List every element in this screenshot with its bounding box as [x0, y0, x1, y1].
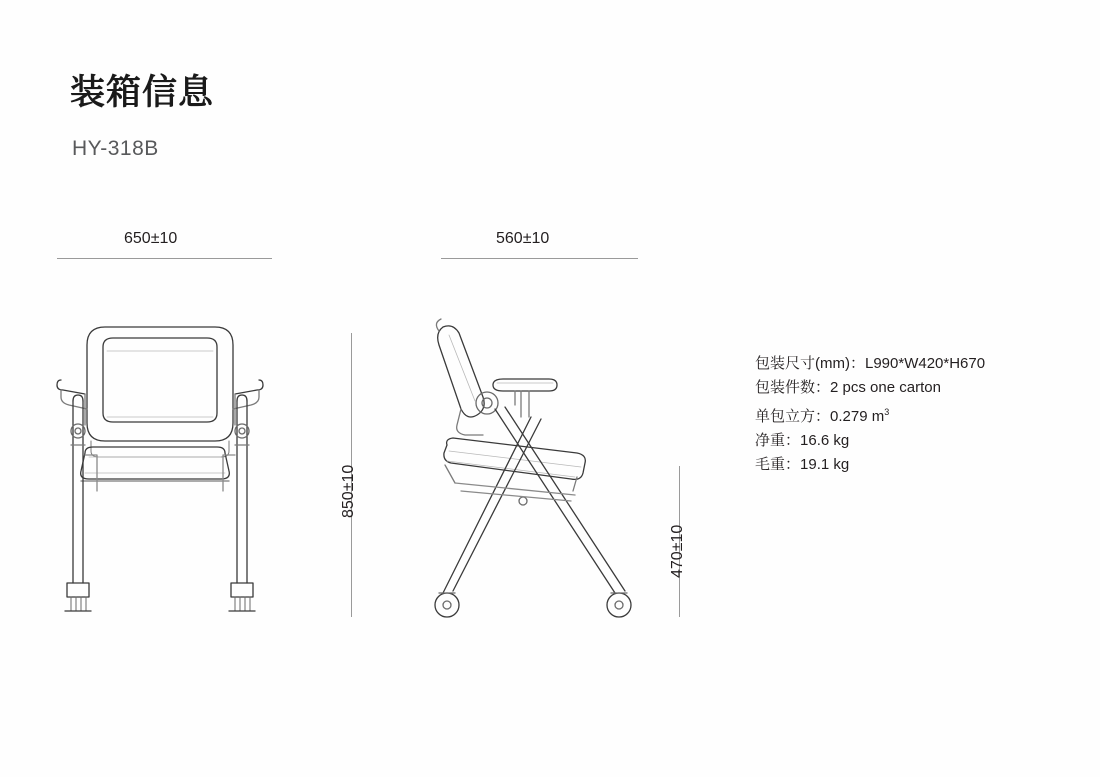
spec-row-net-weight [755, 429, 985, 453]
spec-row-pieces [755, 376, 985, 400]
packing-spec-list [755, 352, 985, 477]
spec-value-pieces: 2 pcs one carton [830, 379, 941, 396]
dimension-label-front-width: 650±10 [124, 230, 178, 247]
spec-row-gross-weight [755, 453, 985, 477]
dimension-line-side-depth [441, 258, 638, 259]
spec-value-package-size: L990*W420*H670 [864, 355, 986, 372]
spec-label-package-size: 包装尺寸(mm)： [755, 355, 865, 372]
spec-value-net-weight: 16.6 kg [800, 432, 850, 449]
spec-value-gross-weight: 19.1 kg [800, 456, 850, 473]
spec-label-net-weight: 净重： [755, 432, 801, 449]
chair-side-view [425, 305, 655, 635]
model-code: HY-318B [72, 137, 159, 160]
spec-label-gross-weight: 毛重： [755, 456, 801, 473]
spec-value-volume: 0.279 m [830, 408, 885, 425]
dimension-label-side-depth: 560±10 [496, 230, 550, 247]
spec-value-volume-exponent: 3 [884, 407, 890, 417]
dimension-label-height: 850±10 [340, 464, 357, 518]
spec-row-volume [755, 400, 985, 429]
spec-row-package-size [755, 352, 985, 376]
spec-label-volume: 单包立方： [755, 408, 831, 425]
dimension-label-seat-height: 470±10 [669, 524, 686, 578]
chair-front-view [45, 305, 335, 635]
page-title: 装箱信息 [70, 73, 215, 112]
dimension-line-front-width [57, 258, 272, 259]
spec-label-pieces: 包装件数： [755, 379, 831, 396]
